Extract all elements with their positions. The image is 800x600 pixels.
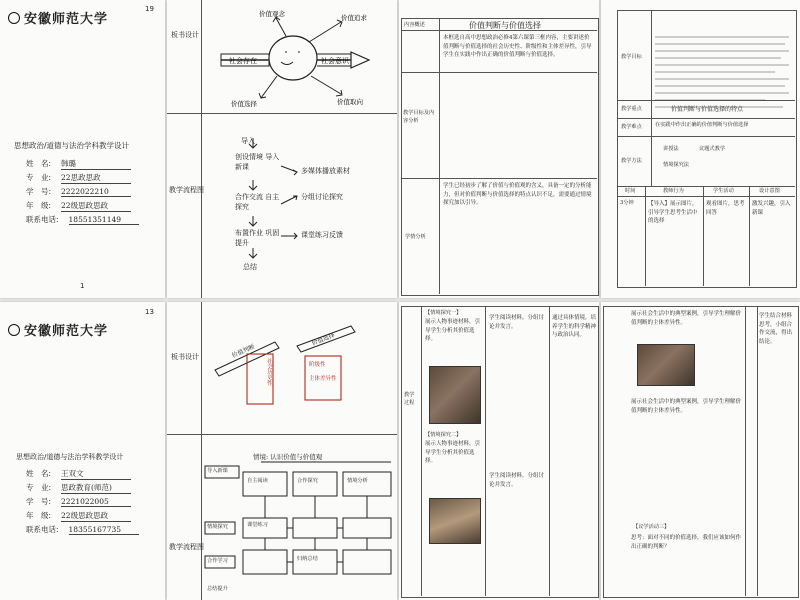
cover-field-row xyxy=(26,524,139,535)
table-head: 时间 xyxy=(625,188,636,194)
flow-note: 多媒体播放素材 xyxy=(301,167,350,175)
lesson-title: 价值判断与价值选择 xyxy=(469,21,541,30)
flow-cell: 自主阅读 xyxy=(247,478,268,484)
activity-photo xyxy=(637,344,695,386)
teaching-plan-page xyxy=(601,0,800,298)
row-student: 观看图片，思考回答 xyxy=(706,201,745,216)
red-box-text: 主体差异性 xyxy=(309,376,337,382)
board-label: 板书设计 xyxy=(171,353,199,361)
flow-cell: 课堂练习 xyxy=(247,522,268,528)
red-box-text: 阶级性 xyxy=(309,362,326,368)
cover-field-value: 思政教育(师范) xyxy=(61,482,131,494)
cover-page-bottom xyxy=(0,302,165,600)
row-time: 3分钟 xyxy=(620,200,634,206)
board-page-top xyxy=(167,0,397,298)
section-heading: 【情境探究二】 xyxy=(425,432,462,438)
row-label: 内容概述 xyxy=(404,22,425,28)
section-heading: 【情境探究一】 xyxy=(425,310,462,316)
flow-step: 合作学习 xyxy=(207,558,228,564)
cover-field-value: 18355167735 xyxy=(69,525,139,535)
cover-field-row xyxy=(26,468,131,480)
cover-field-row xyxy=(26,172,131,184)
flow-note: 课堂练习反馈 xyxy=(301,231,343,239)
corner-mark: 19 xyxy=(145,5,154,13)
mind-map-node: 价值选择 xyxy=(231,100,257,108)
text-block: 展示社会生活中的典型案例，引导学生理解价值判断的主体差异性。 xyxy=(631,311,741,326)
table-head: 设计意图 xyxy=(759,188,780,194)
flow-item: 导入 xyxy=(241,137,255,145)
plan-label: 教学重点 xyxy=(621,106,642,112)
cover-field-row xyxy=(26,158,131,170)
plan-label: 教学方法 xyxy=(621,158,642,164)
method-item: 议题式教学 xyxy=(699,146,725,152)
cover-field-value: 韩璐 xyxy=(61,158,131,170)
flow-grid xyxy=(201,438,397,598)
flow-header: 情境: 认识价值与价值观 xyxy=(253,453,323,461)
plan-label: 教学难点 xyxy=(621,124,642,130)
text-block: 思考：面对不同的价值选择，我们应该如何作出正确的判断？ xyxy=(631,535,741,550)
flow-item: 总结 xyxy=(243,263,257,271)
university-seal-icon xyxy=(8,12,20,24)
cover-field-label: 专 业: xyxy=(26,483,52,492)
activity-page xyxy=(399,302,599,600)
left-text: 展示人物事迹材料，引导学生分析其价值选择。 xyxy=(425,319,481,343)
flow-item: 创设情境 导入新课 xyxy=(235,153,280,172)
flow-step: 总结提升 xyxy=(207,586,228,592)
side-text: 学生结合材料思考，小组合作交流，得出结论。 xyxy=(759,313,793,345)
activity-photo xyxy=(429,366,481,424)
method-item: 讲授法 xyxy=(663,146,679,152)
objectives-text xyxy=(655,14,791,98)
cover-field-value: 王双文 xyxy=(61,468,131,480)
content-paragraph: 本框选自高中思想政治必修4第六课第三框内容，主要讲述价值判断与价值选择的社会历史性、阶级性和主体差异性，引导学生在实践中作出正确的价值判断与价值选择。 xyxy=(443,35,592,59)
mind-map-right: 社会意识 xyxy=(321,57,349,65)
university-logo: 安徽师范大学 xyxy=(8,8,108,27)
analysis-paragraph: 学生已经初步了解了价值与价值观的含义，具备一定的分析能力，但对价值判断与价值选择的特点认识不足，需要通过情境探究加以引导。 xyxy=(443,183,592,207)
flow-item: 布置作业 巩固提升 xyxy=(235,229,280,248)
mind-map-node: 价值追求 xyxy=(341,14,367,22)
cover-page-top xyxy=(0,0,165,298)
mind-map xyxy=(201,0,397,112)
cover-field-value: 18551351149 xyxy=(69,215,139,225)
left-label: 教学过程 xyxy=(404,392,415,406)
flow-step: 情境探究 xyxy=(207,524,228,530)
right-text: 通过具体情境，培养学生的科学精神与政治认同。 xyxy=(552,315,596,339)
objectives-handwriting xyxy=(655,31,791,113)
flow-note: 分组讨论探究 xyxy=(301,193,343,201)
row-label: 学情分析 xyxy=(405,234,426,240)
cover-field-row xyxy=(26,482,131,494)
cover-field-row xyxy=(26,496,131,507)
flow-item: 合作交流 自主探究 xyxy=(235,193,280,212)
cover-field-value: 2221022005 xyxy=(61,497,131,507)
section-heading: 【议学活动三】 xyxy=(633,524,670,530)
cover-field-value: 22思政思政 xyxy=(61,172,131,184)
mid-text: 学生阅读材料，分组讨论并发言。 xyxy=(489,473,545,488)
cover-field-value: 22级思政思政 xyxy=(61,200,131,212)
flow-cell: 合作探究 xyxy=(297,478,318,484)
cover-field-label: 年 级: xyxy=(26,511,52,520)
cover-field-row xyxy=(26,510,131,522)
cover-field-label: 姓 名: xyxy=(26,159,52,168)
plan-label: 教学目标 xyxy=(621,54,642,60)
cover-field-row xyxy=(26,186,131,197)
cover-title: 思想政治/道德与法治学科教学设计 xyxy=(14,141,130,150)
mid-text: 学生阅读材料，分组讨论并发言。 xyxy=(489,315,545,330)
cover-field-label: 学 号: xyxy=(26,497,52,506)
board-box-label: 价值选择 xyxy=(310,331,336,348)
cover-field-label: 专 业: xyxy=(26,173,52,182)
university-seal-icon xyxy=(8,324,20,336)
flow-label: 教学流程图 xyxy=(169,186,204,194)
row-label: 教学目标及内容分析 xyxy=(403,110,435,124)
mind-map-left: 社会存在 xyxy=(229,57,257,65)
lesson-page-top xyxy=(399,0,599,298)
cover-field-label: 年 级: xyxy=(26,201,52,210)
activity-page-2 xyxy=(601,302,800,600)
board-label: 板书设计 xyxy=(171,31,199,39)
board-diagram xyxy=(201,302,397,434)
text-block: 展示社会生活中的典型案例，引导学生理解价值判断的主体差异性。 xyxy=(631,399,741,414)
row-intent: 激发兴趣，引入新课 xyxy=(752,201,791,216)
red-box-text: 社会历史性 xyxy=(266,358,272,386)
cover-field-value: 2222022210 xyxy=(61,187,131,197)
cover-field-row xyxy=(26,200,131,212)
flow-label: 教学流程图 xyxy=(169,543,204,551)
cover-field-label: 姓 名: xyxy=(26,469,52,478)
corner-mark: 13 xyxy=(145,308,154,316)
flow-cell: 归纳总结 xyxy=(297,556,318,562)
mind-map-node: 价值取向 xyxy=(337,98,363,106)
table-head: 学生活动 xyxy=(713,188,734,194)
cover-field-row xyxy=(26,214,139,225)
board-page-bottom xyxy=(167,302,397,600)
board-box-label: 价值判断 xyxy=(231,343,256,360)
flow-cell: 情境分析 xyxy=(347,478,368,484)
cover-field-label: 联系电话: xyxy=(26,525,59,534)
flow-step: 导入新课 xyxy=(207,468,228,474)
activity-photo xyxy=(429,498,481,544)
mind-map-node: 价值观念 xyxy=(259,10,285,18)
mind-map-center xyxy=(269,36,317,80)
row-teacher: 【导入】展示图片，引导学生思考生活中的选择 xyxy=(648,201,698,225)
key-point: 价值判断与价值选择的特点 xyxy=(671,106,744,113)
flow-chart xyxy=(201,116,397,296)
page-number: 1 xyxy=(80,282,85,290)
method-item: 情境探究法 xyxy=(663,162,689,168)
difficult-point: 在实践中作出正确的价值判断与价值选择 xyxy=(655,122,749,128)
left-text: 展示人物事迹材料，引导学生分析其价值选择。 xyxy=(425,441,481,465)
cover-title: 思想政治/道德与法治学科教学设计 xyxy=(16,453,124,461)
cover-field-label: 联系电话: xyxy=(26,215,59,224)
table-head: 教师行为 xyxy=(663,188,684,194)
university-logo: 安徽师范大学 xyxy=(8,320,108,339)
cover-field-value: 22级思政思政 xyxy=(61,510,131,522)
cover-field-label: 学 号: xyxy=(26,187,52,196)
